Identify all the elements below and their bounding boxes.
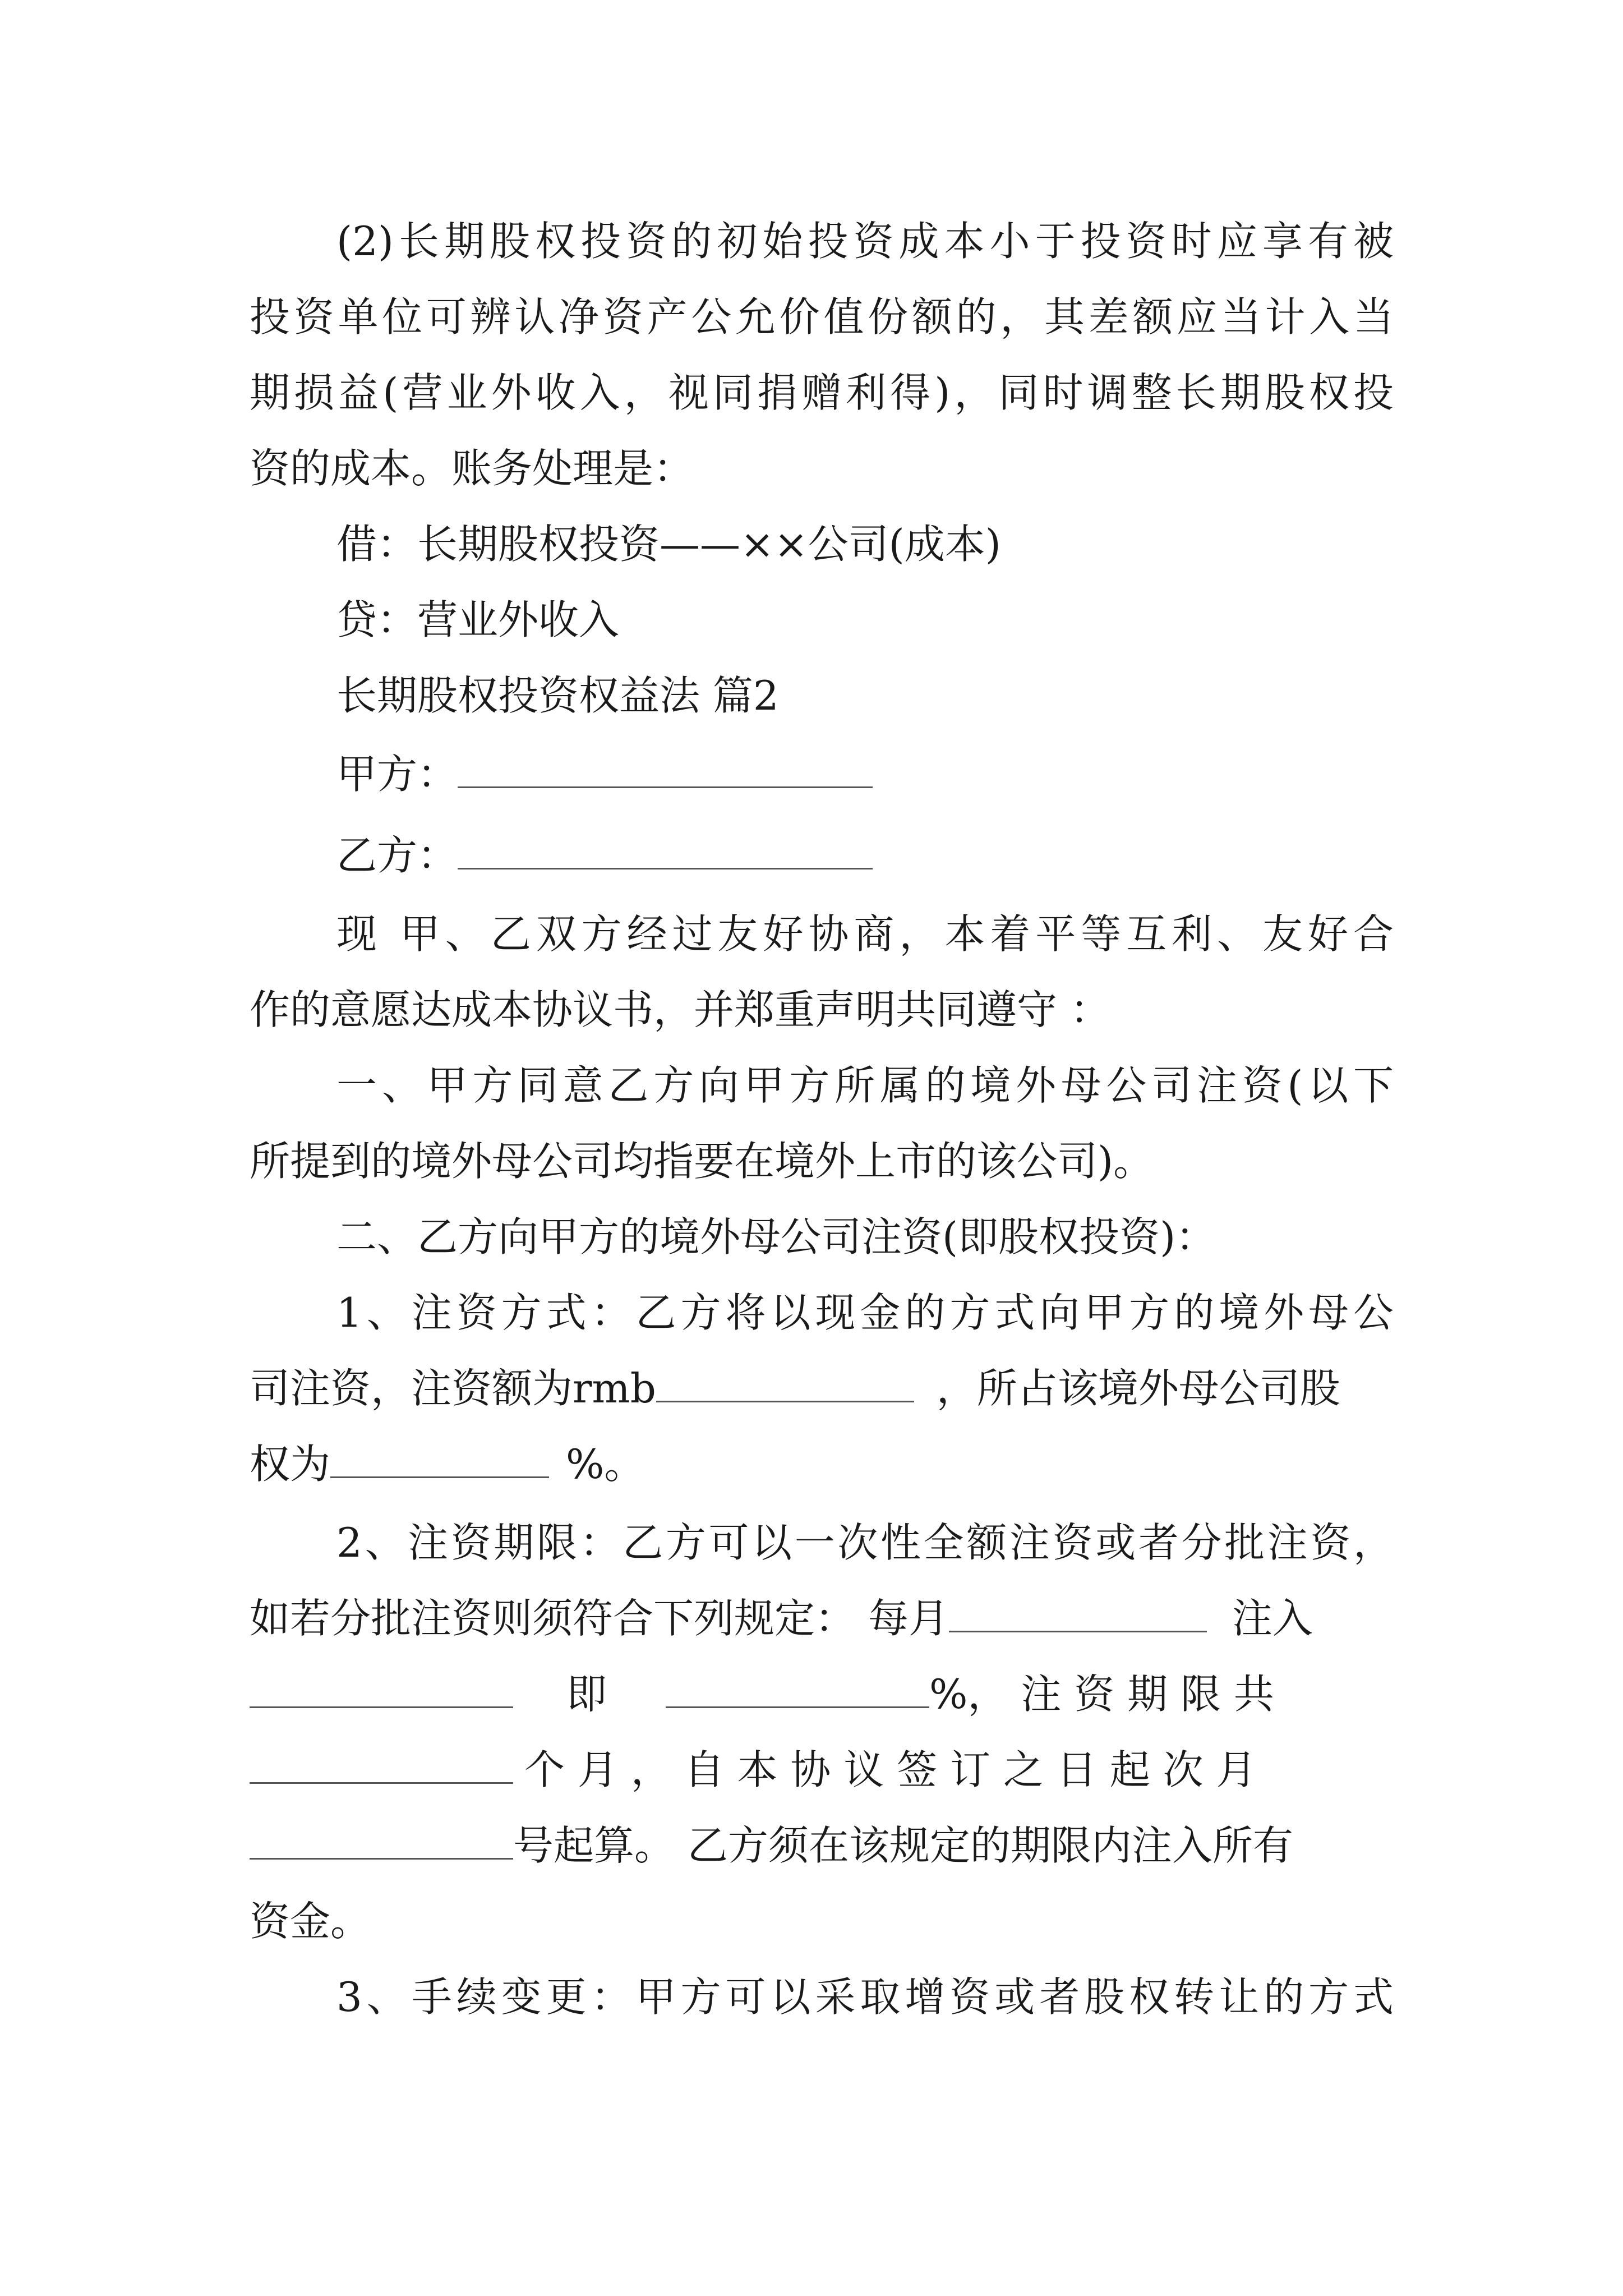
installment-text: 即 (566, 1671, 607, 1718)
installment-line (250, 1585, 1394, 1652)
injection-period-line: 2、注资期限：乙方可以一次性全额注资或者分批注资， (336, 1519, 1394, 1566)
installment-text: 号起算。 乙方须在该规定的期限内注入所有 (513, 1822, 1293, 1869)
installment-text: 个 月 ， 自 本 协 议 签 订 之 日 起 次 月 (524, 1746, 1257, 1793)
clause-1-line: 一、甲方同意乙方向甲方所属的境外母公司注资(以下 (336, 1062, 1394, 1109)
paragraph-line: 资金。 (250, 1898, 371, 1945)
party-b-label: 乙方： (336, 832, 458, 879)
paragraph-line: 资的成本。账务处理是： (250, 445, 694, 492)
start-date-blank (250, 1823, 513, 1860)
equity-share-text: 权为 (250, 1441, 331, 1488)
debit-entry: 借：长期股权投资——××公司(成本) (336, 521, 1001, 568)
injection-amount-text: 司注资，注资额为rmb (250, 1365, 656, 1412)
equity-share-suffix: %。 (566, 1441, 645, 1488)
procedure-change-line: 3、手续变更：甲方可以采取增资或者股权转让的方式 (336, 1973, 1394, 2021)
injection-method-line: 1、注资方式：乙方将以现金的方式向甲方的境外母公 (336, 1289, 1394, 1336)
installment-line (250, 1812, 1394, 1879)
party-a-line (336, 740, 1394, 808)
paragraph-line: 现 甲、乙双方经过友好协商，本着平等互利、友好合 (336, 910, 1394, 958)
monthly-blank (949, 1596, 1207, 1632)
installment-text-2: %， 注 资 期 限 共 (929, 1671, 1274, 1718)
paragraph-line: 投资单位可辨认净资产公允价值份额的，其差额应当计入当 (250, 293, 1394, 341)
percent-blank (666, 1672, 929, 1708)
clause-1-line: 所提到的境外母公司均指要在境外上市的该公司)。 (250, 1138, 1154, 1185)
injection-amount-line (250, 1355, 1394, 1422)
section-heading: 长期股权投资权益法 篇2 (336, 672, 779, 719)
credit-entry: 贷：营业外收入 (336, 596, 620, 643)
months-blank (250, 1747, 513, 1784)
installment-line (250, 1736, 1394, 1803)
installment-blank (250, 1672, 513, 1708)
paragraph-line: 作的意愿达成本协议书，并郑重声明共同遵守 ： (250, 986, 1110, 1033)
amount-blank (656, 1366, 914, 1402)
paragraph-line: (2)长期股权投资的初始投资成本小于投资时应享有被 (336, 218, 1394, 265)
clause-2-heading: 二、乙方向甲方的境外母公司注资(即股权投资)： (336, 1213, 1216, 1260)
injection-amount-text-2: ，所占该境外母公司股 (936, 1365, 1340, 1412)
party-b-line (336, 822, 1394, 889)
party-a-blank (458, 752, 873, 788)
installment-text: 如若分批注资则须符合下列规定： 每月 (250, 1595, 949, 1642)
party-b-blank (458, 833, 873, 869)
installment-line (250, 1660, 1394, 1728)
installment-text-2: 注入 (1232, 1595, 1313, 1642)
equity-share-line (250, 1430, 1394, 1498)
paragraph-line: 期损益(营业外收入，视同捐赠利得)，同时调整长期股权投 (250, 369, 1394, 416)
party-a-label: 甲方： (336, 751, 458, 798)
equity-blank (330, 1442, 549, 1478)
